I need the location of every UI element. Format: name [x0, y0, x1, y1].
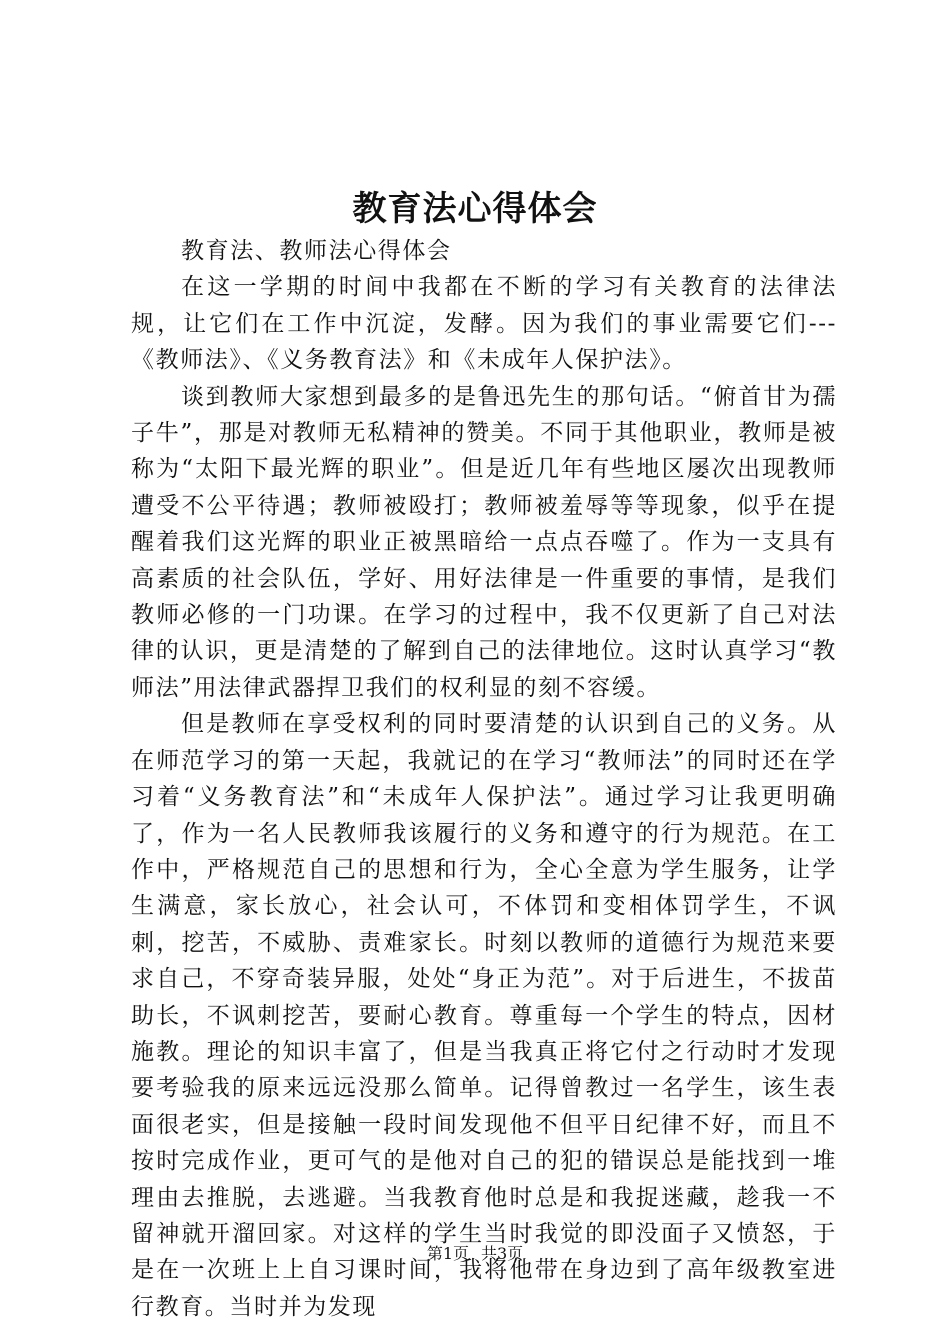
- document-title: 教育法心得体会: [352, 189, 598, 229]
- document-body: [131, 233, 837, 1325]
- body-paragraph: 谈到教师大家想到最多的是鲁迅先生的那句话。“俯首甘为孺子牛”，那是对教师无私精神的赞美。不同于其他职业，教师是被称为“太阳下最光辉的职业”。但是近几年有些地区屡次出现教师遭受不公平待遇；教师被殴打；教师被羞辱等等现象，似乎在提醒着我们这光辉的职业正被黑暗给一点点吞噬了。作为一支具有高素质的社会队伍，学好、用好法律是一件重要的事情，是我们教师必修的一门功课。在学习的过程中，我不仅更新了自己对法律的认识，更是清楚的了解到自己的法律地位。这时认真学习“教师法”用法律武器捍卫我们的权利显的刻不容缓。: [131, 383, 837, 701]
- body-paragraph: 在这一学期的时间中我都在不断的学习有关教育的法律法规，让它们在工作中沉淀，发酵。因为我们的事业需要它们---《教师法》、《义务教育法》和《未成年人保护法》。: [131, 274, 837, 374]
- page-total: 共3页: [481, 1244, 524, 1263]
- body-paragraph: 教育法、教师法心得体会: [181, 238, 452, 264]
- page-footer: [0, 1242, 950, 1266]
- page-number: 第1页: [426, 1244, 469, 1263]
- body-paragraph: 但是教师在享受权利的同时要清楚的认识到自己的义务。从在师范学习的第一天起，我就记的在学习“教师法”的同时还在学习着“义务教育法”和“未成年人保护法”。通过学习让我更明确了，作为一名人民教师我该履行的义务和遵守的行为规范。在工作中，严格规范自己的思想和行为，全心全意为学生服务，让学生满意，家长放心，社会认可，不体罚和变相体罚学生，不讽刺，挖苦，不威胁、责难家长。时刻以教师的道德行为规范来要求自己，不穿奇装异服，处处“身正为范”。对于后进生，不拔苗助长，不讽刺挖苦，要耐心教育。尊重每一个学生的特点，因材施教。理论的知识丰富了，但是当我真正将它付之行动时才发现要考验我的原来远远没那么简单。记得曾教过一名学生，该生表面很老实，但是接触一段时间发现他不但平日纪律不好，而且不按时完成作业，更可气的是他对自己的犯的错误总是能找到一堆理由去推脱，去逃避。当我教育他时总是和我捉迷藏，趁我一不留神就开溜回家。对这样的学生当时我觉的即没面子又愤怒，于是在一次班上上自习课时间，我将他带在身边到了高年级教室进行教育。当时并为发现: [131, 711, 837, 1320]
